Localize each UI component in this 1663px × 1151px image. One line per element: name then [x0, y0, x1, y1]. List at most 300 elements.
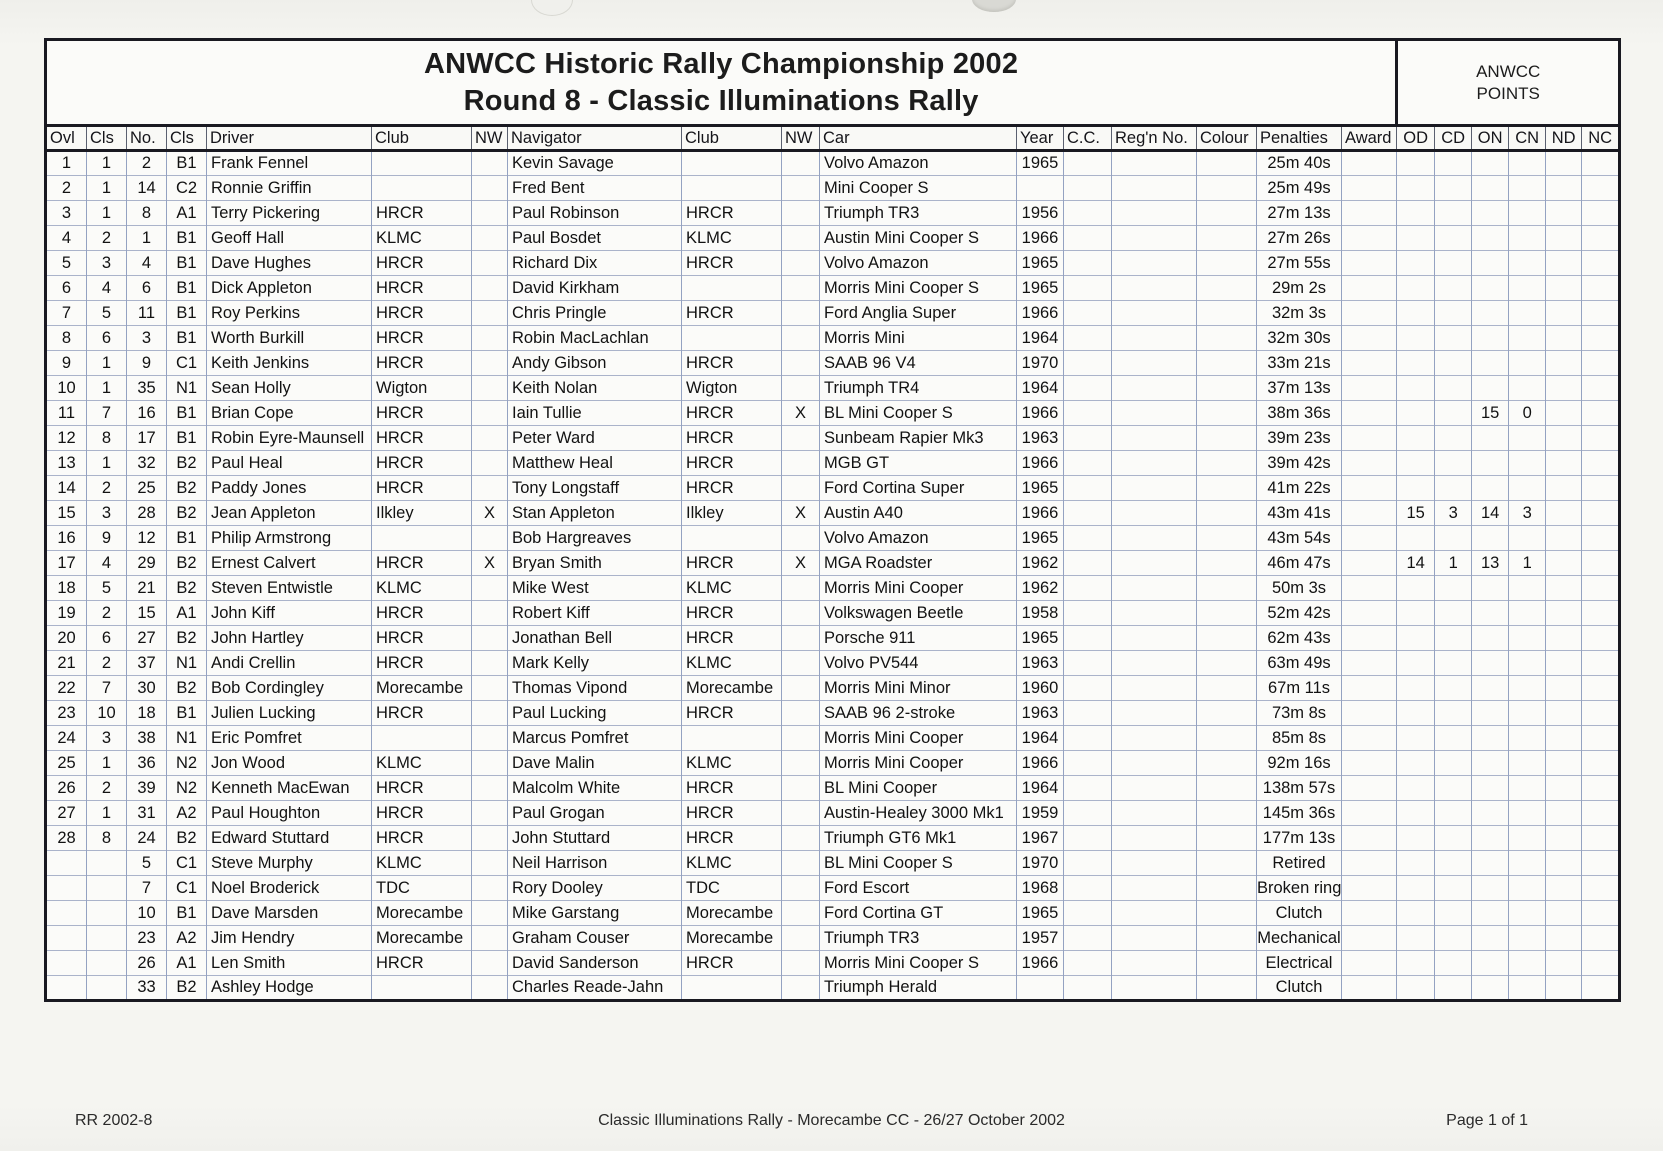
cell-od: [1397, 226, 1435, 251]
cell-award: [1342, 926, 1397, 951]
col-header-year: Year: [1017, 126, 1064, 151]
cell-driver: Eric Pomfret: [207, 726, 372, 751]
cell-regn-no: [1112, 251, 1197, 276]
cell-penalties: 32m 3s: [1257, 301, 1342, 326]
cell-driver-club: HRCR: [372, 276, 472, 301]
col-header-cn: CN: [1509, 126, 1546, 151]
cell-nc: [1582, 426, 1620, 451]
cell-navigator-club: [682, 976, 782, 1001]
cell-penalties: 41m 22s: [1257, 476, 1342, 501]
cell-colour: [1197, 301, 1257, 326]
cell-ovl: [46, 901, 87, 926]
cell-driver-nw: X: [472, 501, 508, 526]
cell-regn-no: [1112, 651, 1197, 676]
cell-navigator-nw: [782, 151, 820, 176]
cell-award: [1342, 501, 1397, 526]
punch-hole-artifact-left: [531, 0, 573, 16]
cell-year: 1965: [1017, 251, 1064, 276]
col-header-od: OD: [1397, 126, 1435, 151]
cell-cd: [1435, 901, 1472, 926]
cell-award: [1342, 226, 1397, 251]
cell-on: [1472, 226, 1509, 251]
table-row: [46, 676, 1620, 701]
cell-regn-no: [1112, 751, 1197, 776]
cell-od: [1397, 526, 1435, 551]
cell-navigator-nw: [782, 726, 820, 751]
cell-cd: [1435, 676, 1472, 701]
cell-no: 12: [127, 526, 167, 551]
cell-cls: A1: [167, 951, 207, 976]
cell-award: [1342, 201, 1397, 226]
cell-on: [1472, 201, 1509, 226]
cell-car: Triumph TR3: [820, 201, 1017, 226]
cell-colour: [1197, 876, 1257, 901]
table-row: [46, 576, 1620, 601]
cell-car: Morris Mini Minor: [820, 676, 1017, 701]
cell-driver-club: Morecambe: [372, 926, 472, 951]
cell-no: 1: [127, 226, 167, 251]
cell-driver-club: [372, 976, 472, 1001]
cell-nd: [1546, 176, 1582, 201]
cell-navigator-nw: X: [782, 501, 820, 526]
cell-nc: [1582, 401, 1620, 426]
cell-penalties: Broken ring: [1257, 876, 1342, 901]
cell-driver: Sean Holly: [207, 376, 372, 401]
cell-cls: B1: [167, 701, 207, 726]
cell-nc: [1582, 226, 1620, 251]
cell-cd: [1435, 451, 1472, 476]
cell-penalties: 27m 13s: [1257, 201, 1342, 226]
cell-nc: [1582, 251, 1620, 276]
cell-regn-no: [1112, 326, 1197, 351]
cell-driver-nw: [472, 526, 508, 551]
col-header-colour: Colour: [1197, 126, 1257, 151]
cell-colour: [1197, 576, 1257, 601]
cell-driver-nw: [472, 876, 508, 901]
cell-penalties: Clutch: [1257, 976, 1342, 1001]
cell-cls-overall: 1: [87, 451, 127, 476]
cell-od: [1397, 276, 1435, 301]
table-row: [46, 976, 1620, 1001]
cell-cls: C1: [167, 351, 207, 376]
cell-on: [1472, 801, 1509, 826]
cell-regn-no: [1112, 451, 1197, 476]
cell-cn: [1509, 951, 1546, 976]
cell-od: [1397, 176, 1435, 201]
col-header-ovl: Ovl: [46, 126, 87, 151]
col-header-cls-overall: Cls: [87, 126, 127, 151]
cell-nc: [1582, 701, 1620, 726]
table-row: [46, 226, 1620, 251]
cell-car: Sunbeam Rapier Mk3: [820, 426, 1017, 451]
cell-year: 1970: [1017, 851, 1064, 876]
anwcc-points-box: [1397, 40, 1620, 126]
cell-on: [1472, 726, 1509, 751]
cell-no: 33: [127, 976, 167, 1001]
cell-award: [1342, 551, 1397, 576]
cell-no: 28: [127, 501, 167, 526]
cell-regn-no: [1112, 576, 1197, 601]
cell-od: [1397, 801, 1435, 826]
cell-colour: [1197, 626, 1257, 651]
cell-navigator-club: HRCR: [682, 551, 782, 576]
cell-on: [1472, 376, 1509, 401]
cell-penalties: 39m 42s: [1257, 451, 1342, 476]
cell-navigator: Richard Dix: [508, 251, 682, 276]
cell-navigator: Graham Couser: [508, 926, 682, 951]
cell-car: Mini Cooper S: [820, 176, 1017, 201]
cell-cn: [1509, 751, 1546, 776]
cell-cls: B2: [167, 451, 207, 476]
cell-on: [1472, 776, 1509, 801]
cell-driver: John Kiff: [207, 601, 372, 626]
cell-navigator-club: HRCR: [682, 826, 782, 851]
cell-year: [1017, 176, 1064, 201]
cell-cn: [1509, 726, 1546, 751]
table-row: [46, 501, 1620, 526]
cell-navigator: Malcolm White: [508, 776, 682, 801]
cell-penalties: 52m 42s: [1257, 601, 1342, 626]
title-band: [46, 40, 1620, 126]
cell-driver-nw: [472, 976, 508, 1001]
cell-navigator: Bob Hargreaves: [508, 526, 682, 551]
cell-driver-club: Ilkley: [372, 501, 472, 526]
cell-colour: [1197, 826, 1257, 851]
cell-no: 5: [127, 851, 167, 876]
cell-nd: [1546, 251, 1582, 276]
cell-car: SAAB 96 V4: [820, 351, 1017, 376]
table-row: [46, 551, 1620, 576]
cell-penalties: 25m 40s: [1257, 151, 1342, 176]
cell-on: [1472, 426, 1509, 451]
cell-cd: [1435, 176, 1472, 201]
cell-colour: [1197, 751, 1257, 776]
cell-driver-nw: [472, 901, 508, 926]
col-header-regn-no: Reg'n No.: [1112, 126, 1197, 151]
cell-on: [1472, 951, 1509, 976]
cell-colour: [1197, 801, 1257, 826]
cell-cls: B1: [167, 301, 207, 326]
table-row: [46, 901, 1620, 926]
cell-penalties: 37m 13s: [1257, 376, 1342, 401]
cell-penalties: 43m 54s: [1257, 526, 1342, 551]
cell-navigator: Mike Garstang: [508, 901, 682, 926]
cell-navigator-club: HRCR: [682, 776, 782, 801]
cell-penalties: 32m 30s: [1257, 326, 1342, 351]
cell-colour: [1197, 151, 1257, 176]
cell-driver-club: KLMC: [372, 226, 472, 251]
cell-on: [1472, 451, 1509, 476]
cell-nd: [1546, 526, 1582, 551]
cell-car: Ford Escort: [820, 876, 1017, 901]
cell-no: 32: [127, 451, 167, 476]
cell-ovl: [46, 851, 87, 876]
cell-driver: Paddy Jones: [207, 476, 372, 501]
cell-ovl: 28: [46, 826, 87, 851]
cell-cn: [1509, 251, 1546, 276]
cell-cn: [1509, 376, 1546, 401]
cell-cc: [1064, 526, 1112, 551]
cell-navigator-club: HRCR: [682, 301, 782, 326]
cell-navigator-nw: [782, 326, 820, 351]
cell-nc: [1582, 476, 1620, 501]
cell-year: 1966: [1017, 226, 1064, 251]
cell-driver-club: HRCR: [372, 201, 472, 226]
cell-driver-club: HRCR: [372, 451, 472, 476]
cell-driver-nw: [472, 351, 508, 376]
cell-nc: [1582, 651, 1620, 676]
cell-navigator: Stan Appleton: [508, 501, 682, 526]
cell-on: [1472, 251, 1509, 276]
cell-cls-overall: 8: [87, 426, 127, 451]
cell-driver: John Hartley: [207, 626, 372, 651]
cell-cls: A2: [167, 801, 207, 826]
cell-on: [1472, 576, 1509, 601]
cell-navigator-club: HRCR: [682, 701, 782, 726]
cell-year: 1964: [1017, 776, 1064, 801]
cell-cc: [1064, 851, 1112, 876]
cell-year: 1966: [1017, 451, 1064, 476]
cell-cd: [1435, 651, 1472, 676]
table-row: [46, 726, 1620, 751]
cell-car: Volvo Amazon: [820, 526, 1017, 551]
cell-colour: [1197, 326, 1257, 351]
cell-ovl: 14: [46, 476, 87, 501]
cell-no: 14: [127, 176, 167, 201]
cell-year: 1964: [1017, 326, 1064, 351]
cell-navigator: Paul Bosdet: [508, 226, 682, 251]
cell-cc: [1064, 176, 1112, 201]
cell-cls-overall: [87, 926, 127, 951]
cell-navigator-club: KLMC: [682, 851, 782, 876]
cell-year: 1966: [1017, 751, 1064, 776]
cell-cn: [1509, 176, 1546, 201]
cell-year: 1963: [1017, 701, 1064, 726]
cell-driver-club: HRCR: [372, 651, 472, 676]
cell-cls: B2: [167, 576, 207, 601]
col-header-cc: C.C.: [1064, 126, 1112, 151]
cell-cc: [1064, 676, 1112, 701]
cell-car: BL Mini Cooper S: [820, 401, 1017, 426]
cell-cd: [1435, 426, 1472, 451]
cell-year: 1956: [1017, 201, 1064, 226]
cell-year: 1965: [1017, 476, 1064, 501]
cell-driver-club: [372, 526, 472, 551]
cell-cn: [1509, 276, 1546, 301]
cell-ovl: 7: [46, 301, 87, 326]
cell-cn: [1509, 826, 1546, 851]
cell-regn-no: [1112, 626, 1197, 651]
cell-cls: C1: [167, 851, 207, 876]
cell-award: [1342, 576, 1397, 601]
cell-on: [1472, 751, 1509, 776]
cell-ovl: 19: [46, 601, 87, 626]
cell-cls-overall: 2: [87, 601, 127, 626]
cell-driver: Ronnie Griffin: [207, 176, 372, 201]
cell-year: [1017, 976, 1064, 1001]
cell-car: SAAB 96 2-stroke: [820, 701, 1017, 726]
cell-on: [1472, 926, 1509, 951]
cell-cc: [1064, 426, 1112, 451]
cell-cls-overall: [87, 901, 127, 926]
cell-cls: B1: [167, 226, 207, 251]
cell-nc: [1582, 151, 1620, 176]
cell-cls-overall: 2: [87, 776, 127, 801]
cell-award: [1342, 326, 1397, 351]
cell-on: 14: [1472, 501, 1509, 526]
cell-navigator: Charles Reade-Jahn: [508, 976, 682, 1001]
cell-cls: B1: [167, 526, 207, 551]
cell-nc: [1582, 801, 1620, 826]
cell-penalties: 85m 8s: [1257, 726, 1342, 751]
cell-colour: [1197, 401, 1257, 426]
cell-ovl: 21: [46, 651, 87, 676]
cell-cc: [1064, 801, 1112, 826]
cell-year: 1966: [1017, 951, 1064, 976]
cell-regn-no: [1112, 901, 1197, 926]
cell-regn-no: [1112, 276, 1197, 301]
cell-driver: Philip Armstrong: [207, 526, 372, 551]
cell-cls-overall: 3: [87, 726, 127, 751]
cell-regn-no: [1112, 526, 1197, 551]
cell-nd: [1546, 826, 1582, 851]
cell-driver-club: HRCR: [372, 351, 472, 376]
cell-nc: [1582, 751, 1620, 776]
cell-nd: [1546, 151, 1582, 176]
cell-cls: B2: [167, 676, 207, 701]
cell-cd: 1: [1435, 551, 1472, 576]
cell-no: 24: [127, 826, 167, 851]
cell-cc: [1064, 776, 1112, 801]
cell-cls-overall: 7: [87, 676, 127, 701]
cell-cd: [1435, 276, 1472, 301]
cell-on: [1472, 301, 1509, 326]
cell-cd: [1435, 926, 1472, 951]
cell-year: 1968: [1017, 876, 1064, 901]
cell-award: [1342, 751, 1397, 776]
cell-od: [1397, 701, 1435, 726]
cell-od: [1397, 751, 1435, 776]
cell-regn-no: [1112, 951, 1197, 976]
cell-penalties: 92m 16s: [1257, 751, 1342, 776]
cell-no: 10: [127, 901, 167, 926]
cell-driver: Jon Wood: [207, 751, 372, 776]
cell-navigator: Paul Lucking: [508, 701, 682, 726]
cell-cd: [1435, 626, 1472, 651]
cell-navigator-club: KLMC: [682, 576, 782, 601]
cell-no: 6: [127, 276, 167, 301]
cell-penalties: 67m 11s: [1257, 676, 1342, 701]
points-box-line-1: ANWCC: [1476, 61, 1541, 81]
cell-cls: N2: [167, 776, 207, 801]
cell-award: [1342, 876, 1397, 901]
cell-nd: [1546, 676, 1582, 701]
cell-navigator: Jonathan Bell: [508, 626, 682, 651]
cell-navigator: Robert Kiff: [508, 601, 682, 626]
cell-regn-no: [1112, 351, 1197, 376]
cell-driver-club: HRCR: [372, 801, 472, 826]
cell-no: 11: [127, 301, 167, 326]
cell-cn: [1509, 876, 1546, 901]
cell-award: [1342, 451, 1397, 476]
cell-on: [1472, 176, 1509, 201]
cell-colour: [1197, 676, 1257, 701]
cell-navigator: Tony Longstaff: [508, 476, 682, 501]
cell-od: [1397, 351, 1435, 376]
cell-navigator-nw: [782, 976, 820, 1001]
cell-on: [1472, 676, 1509, 701]
cell-on: [1472, 326, 1509, 351]
cell-cls-overall: 1: [87, 176, 127, 201]
cell-nd: [1546, 301, 1582, 326]
cell-car: Morris Mini Cooper S: [820, 276, 1017, 301]
cell-cls: B1: [167, 151, 207, 176]
cell-nc: [1582, 526, 1620, 551]
cell-navigator-nw: [782, 751, 820, 776]
cell-navigator: Mike West: [508, 576, 682, 601]
cell-colour: [1197, 551, 1257, 576]
cell-navigator-nw: [782, 351, 820, 376]
cell-nc: [1582, 901, 1620, 926]
cell-cls-overall: 5: [87, 576, 127, 601]
cell-regn-no: [1112, 226, 1197, 251]
cell-cn: [1509, 201, 1546, 226]
cell-regn-no: [1112, 976, 1197, 1001]
cell-driver-nw: [472, 576, 508, 601]
cell-penalties: 73m 8s: [1257, 701, 1342, 726]
page-footer: [0, 1108, 1663, 1136]
cell-od: [1397, 776, 1435, 801]
cell-nc: [1582, 501, 1620, 526]
cell-award: [1342, 701, 1397, 726]
cell-car: Morris Mini: [820, 326, 1017, 351]
cell-navigator-nw: [782, 226, 820, 251]
cell-penalties: 39m 23s: [1257, 426, 1342, 451]
cell-cls-overall: 1: [87, 351, 127, 376]
cell-od: [1397, 676, 1435, 701]
cell-navigator-club: KLMC: [682, 751, 782, 776]
cell-driver-nw: [472, 151, 508, 176]
col-header-driver-club: Club: [372, 126, 472, 151]
cell-driver-club: TDC: [372, 876, 472, 901]
table-row: [46, 251, 1620, 276]
cell-cls: A1: [167, 601, 207, 626]
cell-driver: Dick Appleton: [207, 276, 372, 301]
col-header-cd: CD: [1435, 126, 1472, 151]
cell-driver-nw: [472, 251, 508, 276]
table-row: [46, 426, 1620, 451]
cell-cls-overall: 2: [87, 476, 127, 501]
table-row: [46, 801, 1620, 826]
table-row: [46, 151, 1620, 176]
cell-ovl: 23: [46, 701, 87, 726]
cell-od: [1397, 201, 1435, 226]
cell-od: [1397, 826, 1435, 851]
cell-cn: [1509, 776, 1546, 801]
cell-driver: Worth Burkill: [207, 326, 372, 351]
cell-cls: B1: [167, 901, 207, 926]
cell-navigator: Neil Harrison: [508, 851, 682, 876]
cell-colour: [1197, 926, 1257, 951]
cell-cc: [1064, 301, 1112, 326]
cell-car: Volvo Amazon: [820, 251, 1017, 276]
cell-ovl: 22: [46, 676, 87, 701]
cell-nc: [1582, 676, 1620, 701]
cell-colour: [1197, 501, 1257, 526]
cell-cls: B2: [167, 826, 207, 851]
cell-navigator: Thomas Vipond: [508, 676, 682, 701]
cell-cc: [1064, 601, 1112, 626]
